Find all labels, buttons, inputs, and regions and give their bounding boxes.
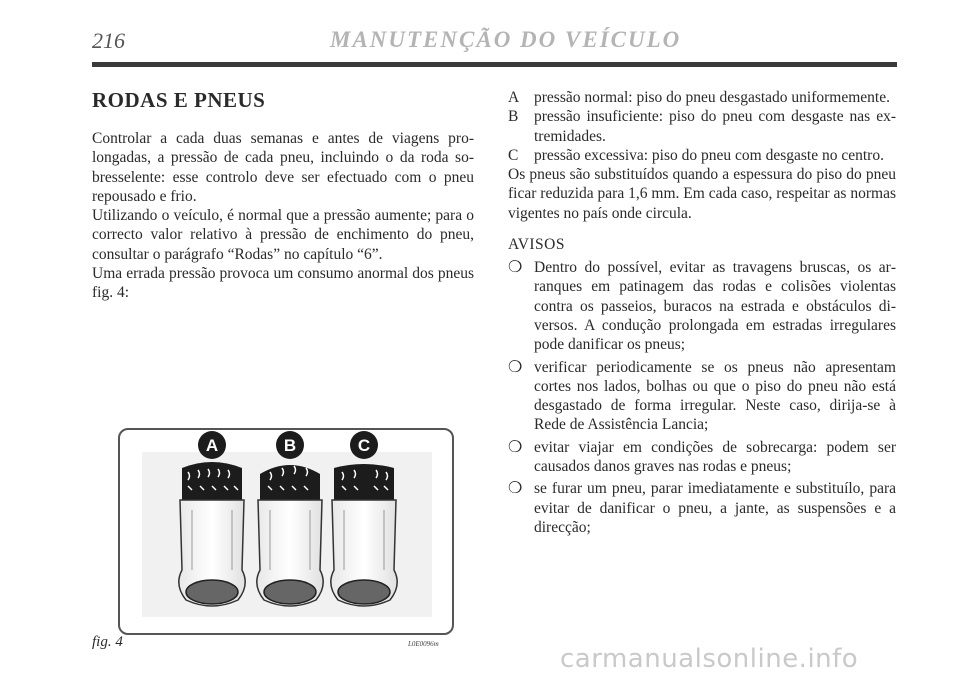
figure-code: L0E0096m bbox=[408, 640, 439, 648]
bullet-text: Dentro do possível, evitar as travagens bruscas, os arranques em patinagem das rodas e colisões violentas contra os passeios, buracos na estrada e obstáculos diversos. A condução prolongada em estradas irregulares pode danificar os pneus; bbox=[534, 259, 896, 354]
warning-bullet bbox=[508, 438, 896, 477]
label-b: B bbox=[283, 436, 297, 455]
running-title: MANUTENÇÃO DO VEÍCULO bbox=[330, 27, 682, 52]
watermark: carmanualsonline.info bbox=[560, 644, 859, 674]
bullet-icon: ❍ bbox=[508, 438, 523, 456]
item-text: pressão insuficiente: piso do pneu com desgaste nas extremidades. bbox=[534, 108, 896, 145]
tire-wear-figure bbox=[118, 428, 454, 635]
pressure-item-a bbox=[508, 88, 896, 107]
bullet-text: se furar um pneu, parar imediatamente e substituílo, para evitar de danificar o pneu, a jante, as suspensões e a direcção; bbox=[534, 480, 896, 536]
left-column bbox=[92, 88, 474, 303]
tire-a-drawing bbox=[179, 462, 245, 606]
tire-c-drawing bbox=[331, 464, 397, 606]
figure-caption: fig. 4 bbox=[92, 634, 123, 650]
item-text: pressão normal: piso do pneu desgastado uniformemente. bbox=[534, 89, 890, 106]
warning-bullet bbox=[508, 358, 896, 435]
replacement-paragraph: Os pneus são substituídos quando a espessura do piso do pneu ficar reduzida para 1,6 mm. Em cada caso, respeitar as normas vigentes no país onde circula. bbox=[508, 166, 896, 222]
label-b-badge bbox=[276, 431, 304, 459]
bullet-icon: ❍ bbox=[508, 358, 523, 376]
paragraph-3: Uma errada pressão provoca um consumo anormal dos pneus fig. 4: bbox=[92, 265, 474, 302]
bullet-text: evitar viajar em condições de sobrecarga: podem ser causados danos graves nas rodas e pneus; bbox=[534, 438, 896, 476]
warning-bullet bbox=[508, 258, 896, 354]
item-letter: C bbox=[508, 146, 519, 164]
item-text: pressão excessiva: piso do pneu com desgaste no centro. bbox=[534, 146, 884, 164]
tire-b-drawing bbox=[257, 465, 323, 606]
warning-bullet bbox=[508, 479, 896, 537]
paragraph-2: Utilizando o veículo, é normal que a pressão aumente; para o correcto valor relativo à pressão de enchimento do pneu, consultar o parágrafo “Rodas” no capítulo “6”. bbox=[92, 207, 474, 263]
warnings-title: AVISOS bbox=[508, 236, 565, 254]
header-rule bbox=[92, 62, 897, 67]
right-column bbox=[508, 88, 896, 537]
pressure-item-b bbox=[508, 107, 896, 146]
section-heading: RODAS E PNEUS bbox=[92, 88, 266, 112]
item-letter: A bbox=[508, 89, 520, 106]
label-a-badge bbox=[198, 431, 226, 459]
label-c-badge bbox=[350, 431, 378, 459]
label-a: A bbox=[205, 436, 219, 455]
pressure-item-c bbox=[508, 146, 896, 165]
label-c: C bbox=[357, 436, 371, 455]
bullet-icon: ❍ bbox=[508, 480, 523, 498]
bullet-text: verificar periodicamente se os pneus não apresentam cortes nos lados, bolhas ou que o piso do pneu não está desgastado de forma irregular. Neste caso, dirija-se à Rede de Assistência Lancia; bbox=[534, 358, 896, 434]
bullet-icon: ❍ bbox=[508, 259, 523, 277]
paragraph-1: Controlar a cada duas semanas e antes de viagens prolongadas, a pressão de cada pneu, incluindo o da roda sobresselente: esse controlo deve ser efectuado com o pneu repousado e frio. bbox=[92, 130, 474, 205]
page-number: 216 bbox=[92, 28, 125, 53]
tire-wear-illustration bbox=[120, 430, 452, 633]
item-letter: B bbox=[508, 108, 519, 126]
